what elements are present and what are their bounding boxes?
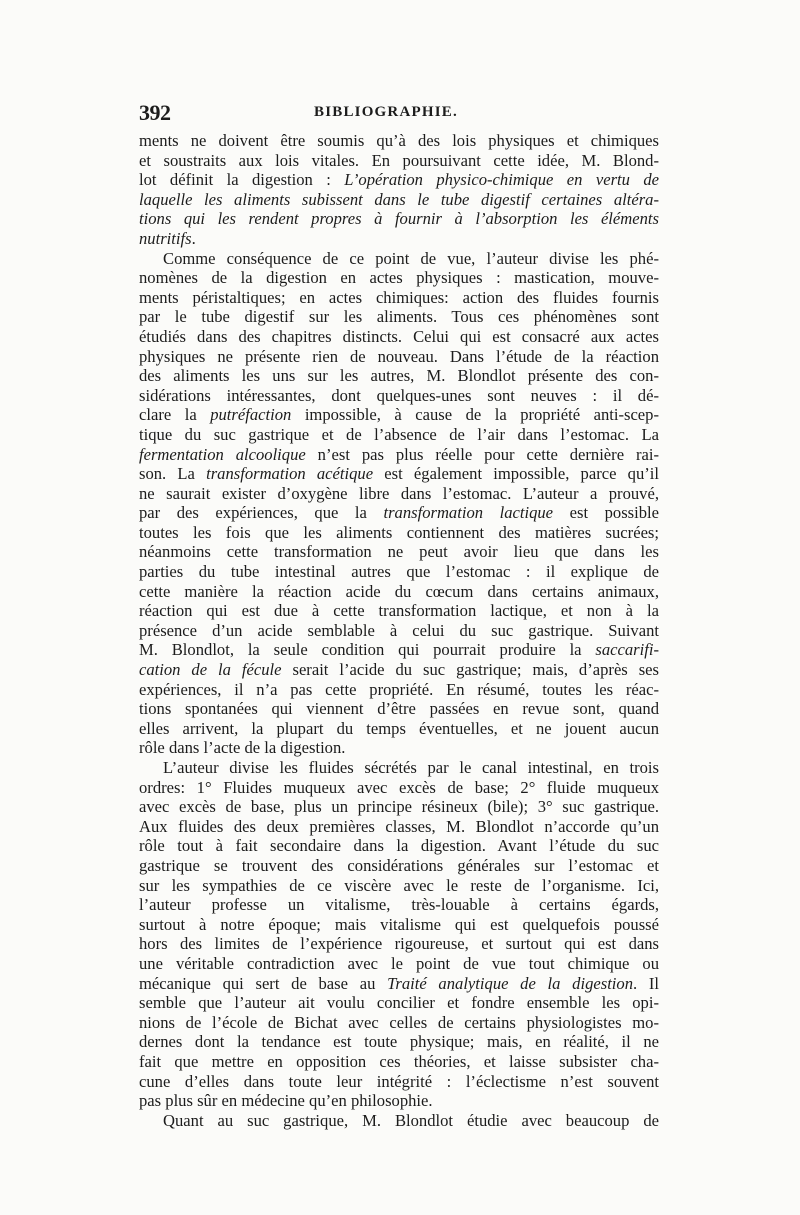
text-segment: et soustraits aux lois vitales. En poursuivant cette idée, M. Blond-	[139, 150, 659, 170]
text-segment: l’auteur professe un vitalisme, très-louable à certains égards,	[139, 895, 659, 915]
italic-phrase: laquelle les aliments subissent dans le tube digestif certaines altéra-	[139, 189, 659, 209]
italic-phrase: Traité analytique de la digestion	[387, 973, 634, 993]
text-line	[139, 249, 659, 269]
text-line	[139, 876, 659, 896]
text-line	[139, 836, 659, 856]
italic-phrase: transformation lactique	[383, 503, 554, 523]
text-line	[139, 719, 659, 739]
italic-phrase: cation de la fécule	[139, 660, 282, 680]
text-line	[139, 288, 659, 308]
text-line	[139, 797, 659, 817]
text-segment: clare la	[139, 405, 211, 425]
italic-phrase: tions qui les rendent propres à fournir à l’absorption les éléments	[139, 209, 659, 229]
text-line	[139, 131, 659, 151]
text-line	[139, 993, 659, 1013]
text-line	[139, 660, 659, 680]
text-line	[139, 1052, 659, 1072]
text-segment: avec excès de base, plus un principe résineux (bile); 3° suc gastrique.	[139, 797, 659, 817]
text-line	[139, 601, 659, 621]
page-number: 392	[139, 100, 171, 125]
text-line	[139, 268, 659, 288]
text-line	[139, 151, 659, 171]
text-line	[139, 856, 659, 876]
running-head: BIBLIOGRAPHIE.	[314, 104, 458, 120]
text-segment: physiques ne présente rien de nouveau. Dans l’étude de la réaction	[139, 346, 659, 366]
text-segment: surtout à notre époque; mais vitalisme qui est quelquefois poussé	[139, 914, 659, 934]
text-line	[139, 405, 659, 425]
text-segment: semble que l’auteur ait voulu concilier et fondre ensemble les opi-	[139, 993, 659, 1013]
text-line	[139, 699, 659, 719]
text-segment: dernes dont la tendance est toute physique; mais, en réalité, il ne	[139, 1032, 659, 1052]
page-header	[139, 100, 659, 130]
text-segment: toutes les fois que les aliments contiennent des matières sucrées;	[139, 522, 659, 542]
text-line	[139, 1072, 659, 1092]
text-segment: fait que mettre en opposition ces théories, et laisse subsister cha-	[139, 1051, 659, 1071]
text-line	[139, 934, 659, 954]
text-line	[139, 974, 659, 994]
text-line	[139, 758, 659, 778]
text-line	[139, 1091, 659, 1111]
text-segment: n’est pas plus réelle pour cette dernière rai-	[305, 444, 659, 464]
text-line	[139, 1013, 659, 1033]
text-line	[139, 425, 659, 445]
text-segment: ordres: 1° Fluides muqueux avec excès de base; 2° fluide muqueux	[139, 777, 659, 797]
text-segment: tions spontanées qui viennent d’être passées en revue sont, quand	[139, 699, 659, 719]
text-segment: des aliments les uns sur les autres, M. Blondlot présente des con-	[139, 366, 659, 386]
text-line	[139, 954, 659, 974]
text-segment: lot définit la digestion :	[139, 170, 345, 190]
text-line	[139, 170, 659, 190]
text-segment: . Il	[633, 973, 659, 993]
text-line	[139, 817, 659, 837]
text-segment: cette manière la réaction acide du cœcum dans certains animaux,	[139, 581, 659, 601]
text-segment: ments péristaltiques; en actes chimiques: action des fluides fournis	[139, 287, 659, 307]
text-line	[139, 1032, 659, 1052]
text-segment: néanmoins cette transformation ne peut avoir lieu que dans les	[139, 542, 659, 562]
text-segment: L’auteur divise les fluides sécrétés par le canal intestinal, en trois	[163, 758, 659, 777]
text-segment: étudiés dans des chapitres distincts. Celui qui est consacré aux actes	[139, 326, 659, 346]
text-line	[139, 582, 659, 602]
text-segment: gastrique se trouvent des considérations générales sur l’estomac et	[139, 855, 659, 875]
italic-phrase: saccarifi-	[595, 640, 659, 660]
text-segment: sur les sympathies de ce viscère avec le reste de l’organisme. Ici,	[139, 875, 659, 895]
text-line	[139, 503, 659, 523]
text-line	[139, 895, 659, 915]
text-segment: mécanique qui sert de base au	[139, 973, 388, 993]
body-text	[139, 131, 659, 1130]
text-segment: rôle dans l’acte de la digestion.	[139, 738, 346, 758]
text-segment: .	[191, 228, 196, 248]
text-segment: parties du tube intestinal autres que l’estomac : il explique de	[139, 562, 659, 582]
text-line	[139, 542, 659, 562]
text-line	[139, 523, 659, 543]
text-segment: présence d’un acide semblable à celui du suc gastrique. Suivant	[139, 620, 659, 640]
text-segment: pas plus sûr en médecine qu’en philosophie.	[139, 1091, 433, 1111]
text-line	[139, 680, 659, 700]
text-line	[139, 915, 659, 935]
italic-phrase: nutritifs	[139, 228, 192, 248]
text-line	[139, 484, 659, 504]
text-line	[139, 445, 659, 465]
text-line	[139, 738, 659, 758]
italic-phrase: transformation acétique	[206, 464, 374, 484]
italic-phrase: L’opération physico-chimique en vertu de	[344, 170, 659, 190]
text-segment: Comme conséquence de ce point de vue, l’auteur divise les phé-	[163, 248, 659, 268]
text-line	[139, 190, 659, 210]
text-line	[139, 621, 659, 641]
text-line	[139, 562, 659, 582]
text-segment: par le tube digestif sur les aliments. Tous ces phénomènes sont	[139, 307, 659, 327]
text-line	[139, 366, 659, 386]
text-segment: Quant au suc gastrique, M. Blondlot étudie avec beaucoup de	[163, 1110, 659, 1130]
text-line	[139, 327, 659, 347]
text-segment: est également impossible, parce qu’il	[373, 464, 659, 484]
text-segment: cune d’elles dans toute leur intégrité : l’éclectisme n’est souvent	[139, 1071, 659, 1091]
italic-phrase: fermentation alcoolique	[139, 444, 306, 464]
text-segment: sidérations intéressantes, dont quelques-unes sont neuves : il dé-	[139, 385, 659, 405]
text-segment: rôle tout à fait secondaire dans la digestion. Avant l’étude du suc	[139, 836, 659, 856]
text-segment: par des expériences, que la	[139, 503, 384, 523]
text-segment: ments ne doivent être soumis qu’à des lois physiques et chimiques	[139, 131, 659, 150]
text-segment: tique du suc gastrique et de l’absence de l’air dans l’estomac. La	[139, 424, 659, 444]
text-line	[139, 229, 659, 249]
text-segment: Aux fluides des deux premières classes, M. Blondlot n’accorde qu’un	[139, 816, 659, 836]
text-segment: impossible, à cause de la propriété anti-scep-	[291, 405, 659, 425]
text-segment: hors des limites de l’expérience rigoureuse, et surtout qui est dans	[139, 934, 659, 954]
text-segment: une véritable contradiction avec le point de vue tout chimique ou	[139, 953, 659, 973]
text-segment: ne saurait exister d’oxygène libre dans l’estomac. L’auteur a prouvé,	[139, 483, 659, 503]
text-segment: nions de l’école de Bichat avec celles de certains physiologistes mo-	[139, 1012, 659, 1032]
text-segment: son. La	[139, 464, 207, 484]
text-line	[139, 1111, 659, 1131]
text-segment: elles arrivent, la plupart du temps éventuelles, et ne jouent aucun	[139, 718, 659, 738]
text-segment: nomènes de la digestion en actes physiques : mastication, mouve-	[139, 268, 659, 288]
text-segment: est possible	[553, 503, 659, 523]
text-line	[139, 307, 659, 327]
text-segment: M. Blondlot, la seule condition qui pourrait produire la	[139, 640, 596, 660]
text-segment: réaction qui est due à cette transformation lactique, et non à la	[139, 601, 659, 621]
text-line	[139, 778, 659, 798]
text-segment: serait l’acide du suc gastrique; mais, d’après ses	[281, 660, 659, 680]
text-line	[139, 464, 659, 484]
text-line	[139, 640, 659, 660]
text-line	[139, 386, 659, 406]
italic-phrase: putréfaction	[210, 405, 292, 425]
text-segment: expériences, il n’a pas cette propriété. En résumé, toutes les réac-	[139, 679, 659, 699]
text-line	[139, 209, 659, 229]
text-line	[139, 347, 659, 367]
